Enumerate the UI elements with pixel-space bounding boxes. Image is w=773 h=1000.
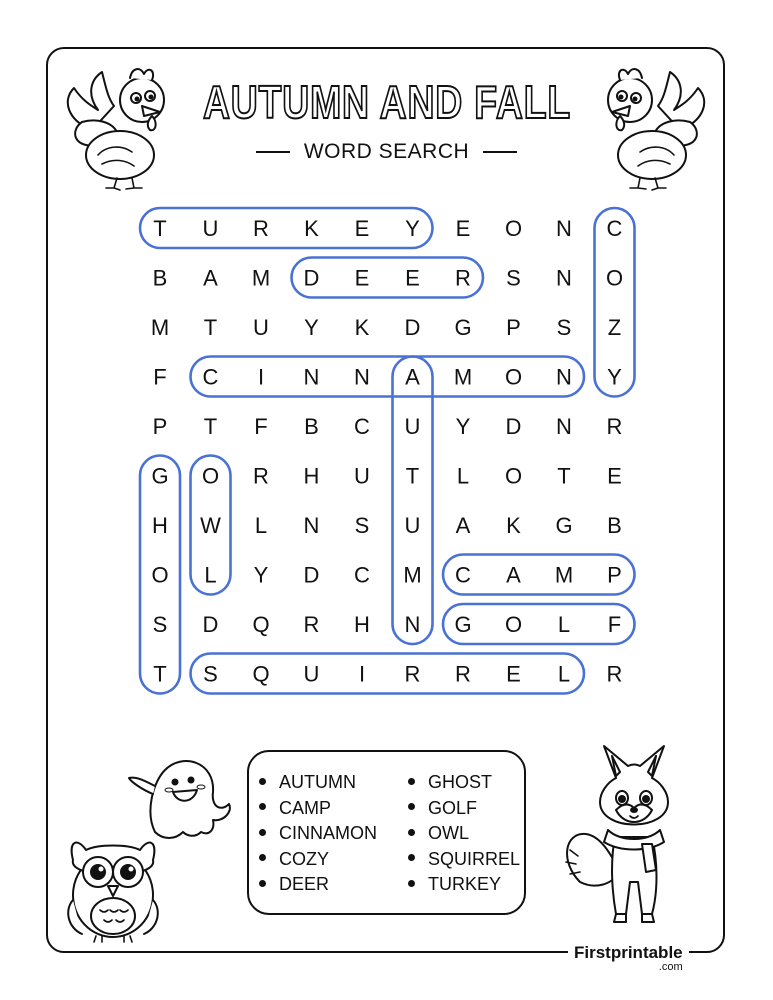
grid-cell: U bbox=[253, 315, 269, 340]
grid-cell: H bbox=[152, 513, 168, 538]
grid-cell: S bbox=[506, 265, 521, 291]
grid-cell: D bbox=[202, 612, 219, 637]
grid-cell: O bbox=[504, 216, 523, 241]
grid-cell: T bbox=[557, 463, 571, 489]
grid-cell: H bbox=[354, 612, 370, 637]
grid-cell: T bbox=[203, 315, 218, 340]
grid-cell: T bbox=[405, 463, 420, 489]
highlight-golf bbox=[443, 604, 635, 644]
bullet-icon bbox=[259, 829, 266, 836]
highlight-cinnamon bbox=[191, 357, 585, 397]
grid-cell: L bbox=[557, 661, 571, 687]
grid-cell: P bbox=[506, 315, 521, 340]
grid-cell: N bbox=[556, 364, 572, 390]
grid-cell: A bbox=[506, 562, 521, 588]
bullet-icon bbox=[259, 880, 266, 887]
grid-cell: I bbox=[358, 661, 366, 687]
list-item: SQUIRREL bbox=[408, 847, 520, 873]
grid-cell: B bbox=[152, 265, 168, 291]
grid-cell: A bbox=[455, 513, 471, 538]
grid-cell: N bbox=[404, 612, 421, 637]
grid-cell: E bbox=[607, 463, 622, 489]
grid-cell: T bbox=[153, 661, 167, 687]
grid-cell: B bbox=[304, 414, 319, 439]
grid-cell: E bbox=[354, 216, 370, 241]
grid-cell: C bbox=[606, 216, 623, 241]
grid-cell: F bbox=[254, 414, 268, 439]
grid-cell: Y bbox=[607, 364, 622, 390]
grid-cell: K bbox=[506, 513, 521, 538]
grid-cell: C bbox=[354, 414, 370, 439]
grid-cell: B bbox=[607, 513, 622, 538]
highlight-squirrel bbox=[191, 654, 585, 694]
grid-cell: O bbox=[151, 562, 169, 588]
grid-cell: N bbox=[303, 364, 320, 390]
grid-cell: M bbox=[150, 315, 170, 340]
grid-cell: O bbox=[605, 265, 624, 291]
grid-cell: K bbox=[354, 315, 370, 340]
grid-cell: F bbox=[607, 612, 622, 637]
grid-cell: R bbox=[253, 216, 269, 241]
grid-cell: E bbox=[405, 265, 420, 291]
grid-cell: M bbox=[453, 364, 473, 390]
grid-cell: O bbox=[504, 612, 523, 637]
turkey-left-icon bbox=[62, 60, 182, 194]
list-item: CAMP bbox=[259, 796, 377, 822]
grid-cell: K bbox=[304, 216, 319, 241]
turkey-right-icon bbox=[590, 60, 710, 194]
grid-cell: A bbox=[405, 364, 420, 390]
grid-cell: S bbox=[152, 612, 168, 637]
grid-cell: I bbox=[257, 364, 265, 390]
grid-cell: Q bbox=[252, 612, 270, 637]
brand-logo bbox=[568, 943, 689, 973]
grid-cell: R bbox=[404, 661, 421, 687]
grid-cell: L bbox=[456, 463, 470, 489]
grid-cell: E bbox=[506, 661, 521, 687]
bullet-icon bbox=[259, 778, 266, 785]
grid-cell: R bbox=[606, 661, 623, 687]
grid-cell: N bbox=[354, 364, 370, 390]
grid-cell: O bbox=[504, 463, 523, 489]
brand-suffix: .com bbox=[658, 961, 683, 973]
grid-cell: G bbox=[151, 463, 169, 489]
bullet-icon bbox=[408, 778, 415, 785]
grid-cell: O bbox=[504, 364, 523, 390]
subtitle-text: WORD SEARCH bbox=[303, 140, 470, 163]
list-item: CINNAMON bbox=[259, 821, 377, 847]
grid-cell: Q bbox=[252, 661, 270, 687]
grid-cell: C bbox=[455, 562, 471, 588]
list-item: DEER bbox=[259, 872, 377, 898]
grid-cell: Y bbox=[304, 315, 319, 340]
grid-cell: L bbox=[254, 513, 268, 538]
grid-cell: F bbox=[153, 364, 167, 390]
highlight-autumn bbox=[393, 357, 433, 645]
grid-cell: T bbox=[203, 414, 218, 439]
grid-cell: U bbox=[354, 463, 370, 489]
grid-cell: R bbox=[455, 265, 471, 291]
list-item: OWL bbox=[408, 821, 520, 847]
grid-cell: E bbox=[455, 216, 471, 241]
grid-cell: W bbox=[200, 513, 221, 538]
grid-cell: C bbox=[202, 364, 219, 390]
word-list-column-1 bbox=[259, 770, 377, 898]
grid-cell: P bbox=[607, 562, 622, 588]
grid-cell: N bbox=[303, 513, 320, 538]
grid-cell: H bbox=[303, 463, 320, 489]
grid-cell: U bbox=[404, 513, 421, 538]
grid-cell: D bbox=[505, 414, 522, 439]
bullet-icon bbox=[259, 803, 266, 810]
grid-cell: D bbox=[303, 265, 320, 291]
grid-cell: Y bbox=[405, 216, 420, 241]
grid-cell: U bbox=[303, 661, 320, 687]
grid-cell: R bbox=[253, 463, 269, 489]
word-list-column-2 bbox=[408, 770, 520, 898]
list-item: GHOST bbox=[408, 770, 520, 796]
grid-cell: R bbox=[303, 612, 320, 637]
grid-cell: P bbox=[152, 414, 168, 439]
grid-cell: R bbox=[606, 414, 623, 439]
grid-cell: Z bbox=[607, 315, 622, 340]
grid-cell: L bbox=[557, 612, 571, 637]
grid-cell: S bbox=[556, 315, 572, 340]
grid-cell: N bbox=[556, 216, 572, 241]
bullet-icon bbox=[259, 854, 266, 861]
grid-cell: M bbox=[251, 265, 271, 291]
highlight-camp bbox=[443, 555, 635, 595]
bullet-icon bbox=[408, 880, 415, 887]
grid-cell: D bbox=[303, 562, 320, 588]
grid-cell: D bbox=[404, 315, 421, 340]
grid-cell: L bbox=[204, 562, 217, 588]
grid-cell: Y bbox=[253, 562, 269, 588]
letter-layer bbox=[151, 216, 623, 687]
grid-cell: S bbox=[354, 513, 370, 538]
title-text: AUTUMN AND FALL bbox=[202, 76, 571, 128]
grid-cell: Y bbox=[455, 414, 471, 439]
grid-cell: E bbox=[354, 265, 370, 291]
grid-cell: N bbox=[556, 265, 572, 291]
grid-cell: T bbox=[153, 216, 167, 241]
fox-icon bbox=[560, 742, 690, 931]
grid-cell: G bbox=[454, 612, 472, 637]
list-item: TURKEY bbox=[408, 872, 520, 898]
grid-cell: N bbox=[556, 414, 572, 439]
highlight-turkey bbox=[140, 208, 433, 248]
grid-cell: M bbox=[554, 562, 574, 588]
grid-cell: R bbox=[455, 661, 471, 687]
list-item: AUTUMN bbox=[259, 770, 377, 796]
grid-cell: G bbox=[454, 315, 472, 340]
grid-cell: M bbox=[403, 562, 422, 588]
grid-cell: U bbox=[202, 216, 219, 241]
list-item: GOLF bbox=[408, 796, 520, 822]
grid-cell: A bbox=[203, 265, 218, 291]
bullet-icon bbox=[408, 803, 415, 810]
grid-cell: C bbox=[354, 562, 370, 588]
list-item: COZY bbox=[259, 847, 377, 873]
word-list-box bbox=[247, 750, 526, 915]
grid-cell: O bbox=[201, 463, 220, 489]
grid-cell: G bbox=[555, 513, 573, 538]
grid-cell: U bbox=[404, 414, 421, 439]
bullet-icon bbox=[408, 854, 415, 861]
brand-name: Firstprintable bbox=[574, 943, 683, 962]
bullet-icon bbox=[408, 829, 415, 836]
grid-cell: S bbox=[203, 661, 218, 687]
owl-icon bbox=[58, 830, 168, 949]
